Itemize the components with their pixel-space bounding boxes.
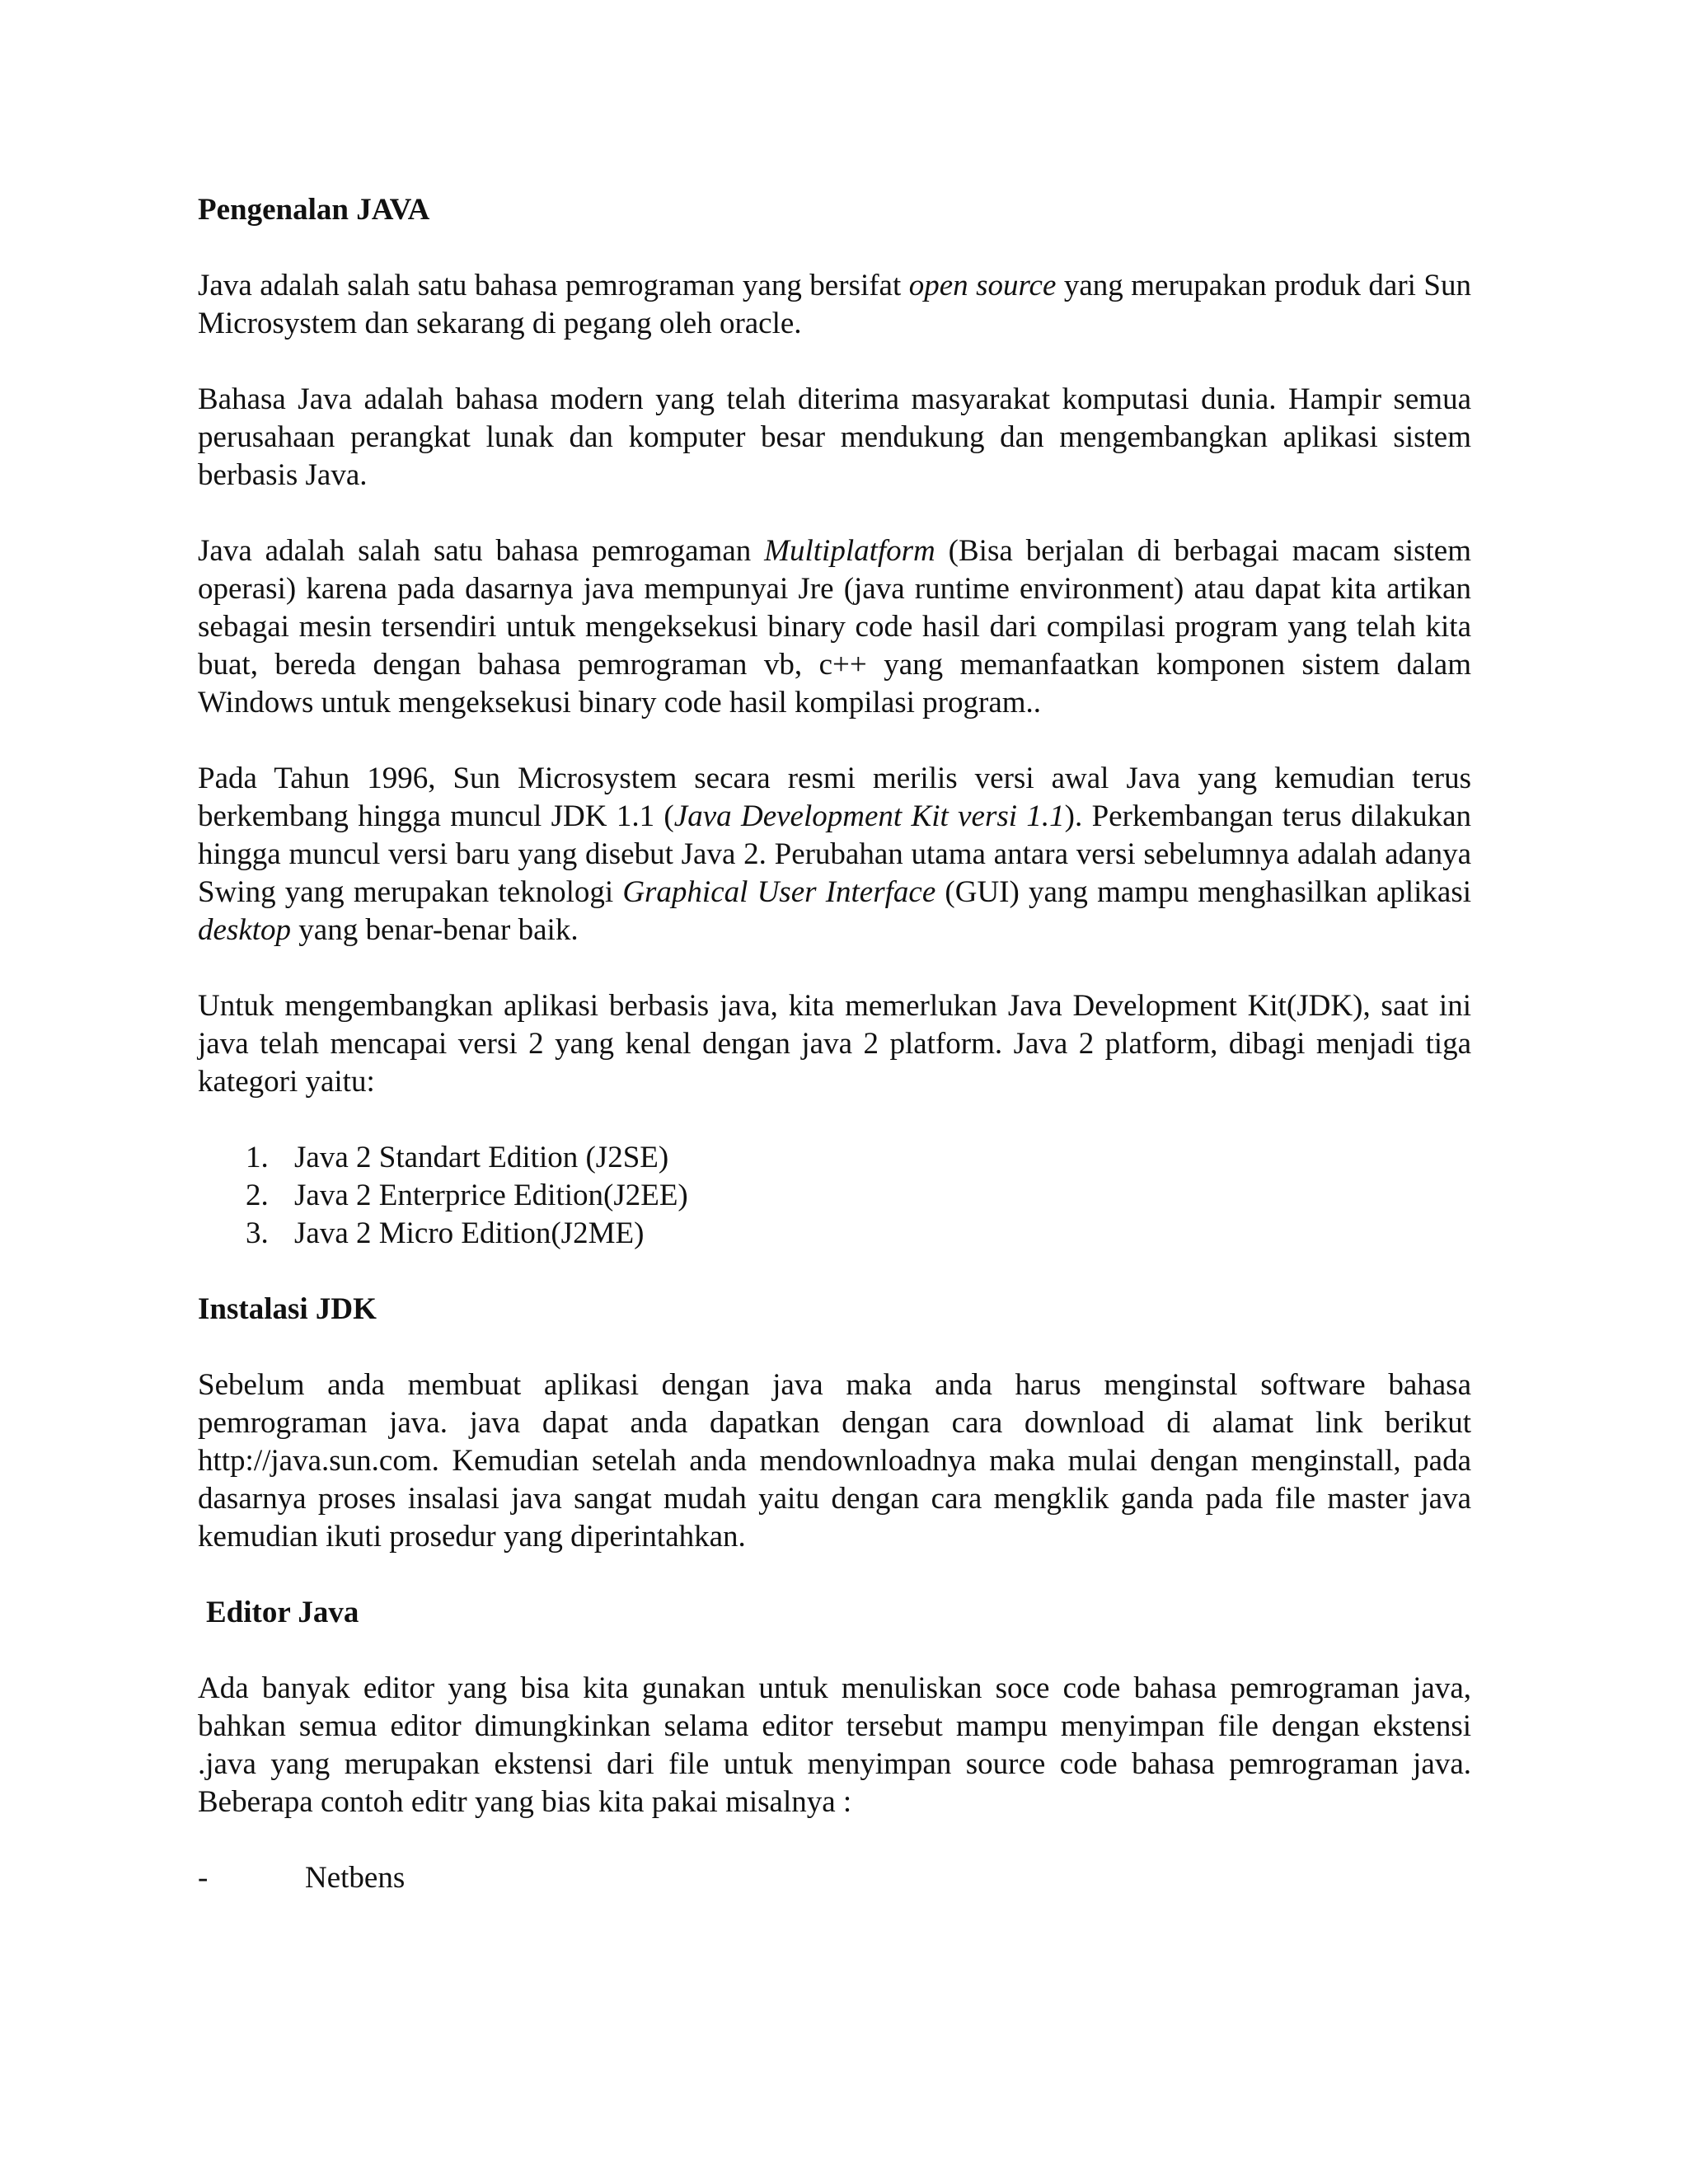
- java-editions-list: [198, 1139, 1471, 1253]
- paragraph-intro-3: [198, 532, 1471, 722]
- list-item-label: Java 2 Standart Edition (J2SE): [294, 1141, 669, 1174]
- text-run: Java adalah salah satu bahasa pemrograman yang bersifat: [198, 269, 909, 302]
- heading-editor-java: Editor Java: [206, 1596, 359, 1629]
- paragraph-install-1: Sebelum anda membuat aplikasi dengan java maka anda harus menginstal software bahasa pemrograman java. java dapat anda dapatkan dengan cara download di alamat link berikut http://java.sun.com. Kemudian setelah anda mendownloadnya maka mulai dengan menginstall, pada dasarnya proses insalasi java sangat mudah yaitu dengan cara mengklik ganda pada file master java kemudian ikuti prosedur yang diperintahkan.: [198, 1368, 1471, 1554]
- italic-text: Graphical User Interface: [622, 875, 936, 909]
- italic-text: Multiplatform: [764, 534, 935, 568]
- text-run: (GUI) yang mampu menghasilkan aplikasi: [935, 875, 1471, 909]
- text-run: Java adalah salah satu bahasa pemrogaman: [198, 534, 765, 568]
- paragraph-editor-1: Ada banyak editor yang bisa kita gunakan untuk menuliskan soce code bahasa pemrograman java, bahkan semua editor dimungkinkan selama editor tersebut mampu menyimpan file dengan ekstensi .java yang merupakan ekstensi dari file untuk menyimpan source code bahasa pemrograman java. Beberapa contoh editr yang bias kita pakai misalnya :: [198, 1671, 1471, 1819]
- list-number: 1.: [246, 1141, 269, 1174]
- text-run: (Bisa berjalan di berbagai macam sistem operasi) karena pada dasarnya java mempunyai Jre (java runtime environment) atau dapat kita artikan sebagai mesin tersendiri untuk mengeksekusi binary code hasil dari compilasi program yang telah kita buat, bereda dengan bahasa pemrograman vb, c++ yang memanfaatkan komponen sistem dalam Windows untuk mengeksekusi binary code hasil kompilasi program..: [198, 534, 1471, 719]
- list-item-label: Java 2 Enterprice Edition(J2EE): [294, 1179, 688, 1212]
- heading-instalasi-jdk: Instalasi JDK: [198, 1292, 377, 1326]
- list-item: [198, 1215, 1471, 1253]
- italic-text: open source: [908, 269, 1057, 302]
- italic-text: desktop: [198, 913, 292, 947]
- text-run: yang merupakan produk dari Sun Microsystem dan sekarang di pegang oleh oracle.: [198, 269, 1471, 340]
- list-number: 2.: [246, 1179, 269, 1212]
- heading-pengenalan-java: Pengenalan JAVA: [198, 193, 430, 227]
- paragraph-intro-5: Untuk mengembangkan aplikasi berbasis java, kita memerlukan Java Development Kit(JDK), saat ini java telah mencapai versi 2 yang kenal dengan java 2 platform. Java 2 platform, dibagi menjadi tiga kategori yaitu:: [198, 989, 1471, 1099]
- paragraph-intro-1: [198, 267, 1471, 343]
- list-item: [198, 1177, 1471, 1215]
- editor-list-label: Netbens: [305, 1861, 406, 1895]
- paragraph-intro-2: Bahasa Java adalah bahasa modern yang telah diterima masyarakat komputasi dunia. Hampir semua perusahaan perangkat lunak dan komputer besar mendukung dan mengembangkan aplikasi sistem berbasis Java.: [198, 382, 1471, 492]
- text-run: yang benar-benar baik.: [291, 913, 579, 947]
- list-number: 3.: [246, 1216, 269, 1250]
- document-body: [198, 191, 1471, 1897]
- text-run: ). Perkembangan terus dilakukan hingga muncul versi baru yang disebut Java 2. Perubahan utama antara versi sebelumnya adalah adanya Swing yang merupakan teknologi: [198, 799, 1471, 909]
- list-item: [198, 1139, 1471, 1177]
- paragraph-intro-4: [198, 760, 1471, 949]
- list-item-label: Java 2 Micro Edition(J2ME): [294, 1216, 645, 1250]
- text-run: Pada Tahun 1996, Sun Microsystem secara resmi merilis versi awal Java yang kemudian terus berkembang hingga muncul JDK 1.1 (: [198, 762, 1471, 833]
- dash-bullet: -: [198, 1861, 209, 1895]
- italic-text: Java Development Kit versi 1.1: [673, 799, 1065, 833]
- editor-list-item: [198, 1859, 1471, 1897]
